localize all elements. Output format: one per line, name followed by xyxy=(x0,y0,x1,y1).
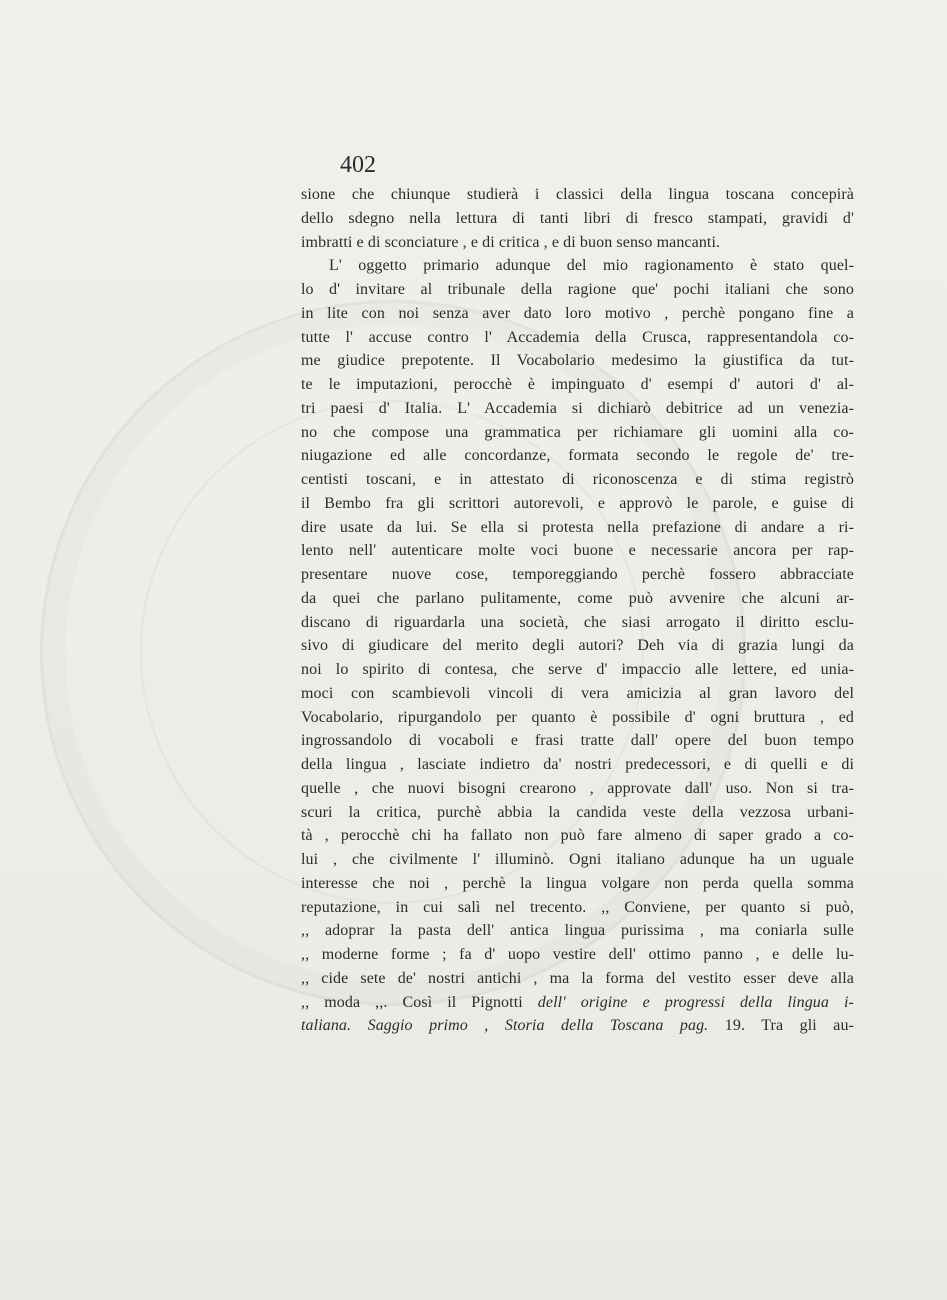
text-line: centisti toscani, e in attestato di riconoscenza e di stima registrò xyxy=(301,471,854,488)
text-line: lento nell' autenticare molte voci buone e necessarie ancora per rap- xyxy=(301,542,854,560)
text-line: tri paesi d' Italia. L' Accademia si dichiarò debitrice ad un venezia- xyxy=(301,399,854,417)
text-line: dello sdegno nella lettura di tanti libri di fresco stampati, gravidi d' xyxy=(301,209,854,227)
text-line: ,, moderne forme ; fa d' uopo vestire dell' ottimo panno , e delle lu- xyxy=(301,946,854,963)
text-line: interesse che noi , perchè la lingua volgare non perda quella somma xyxy=(301,874,854,892)
text-line: sivo di giudicare del merito degli autori? Deh via di grazia lungi da xyxy=(301,637,854,655)
text-line: discano di riguardarla una società, che siasi arrogato il diritto esclu- xyxy=(301,613,854,631)
text-line xyxy=(301,1014,854,1038)
text-line: della lingua , lasciate indietro da' nostri predecessori, e di quelli e di xyxy=(301,756,854,773)
text-line xyxy=(301,991,854,1015)
text-line: me giudice prepotente. Il Vocabolario medesimo la giustifica da tut- xyxy=(301,352,854,370)
text-line: Vocabolario, ripurgandolo per quanto è possibile d' ogni bruttura , ed xyxy=(301,708,854,726)
italic-title: dell' origine e progressi della lingua i- xyxy=(537,993,854,1011)
text-line: ,, cide sete de' nostri antichi , ma la forma del vestito esser deve alla xyxy=(301,969,854,987)
text-line: sione che chiunque studierà i classici della lingua toscana concepirà xyxy=(301,186,854,203)
text-line: da quei che parlano pulitamente, come può avvenire che alcuni ar- xyxy=(301,589,854,607)
body-text xyxy=(301,183,854,1038)
text-line: ,, adoprar la pasta dell' antica lingua purissima , ma coniarla sulle xyxy=(301,922,854,940)
page-number: 402 xyxy=(340,152,376,178)
text-line: il Bembo fra gli scrittori autorevoli, e approvò le parole, e guise di xyxy=(301,494,854,512)
text-line: tà , perocchè chi ha fallato non può fare almeno di saper grado a co- xyxy=(301,827,854,845)
text-line: presentare nuove cose, temporeggiando perchè fossero abbracciate xyxy=(301,566,854,583)
text-line: in lite con noi senza aver dato loro motivo , perchè pongano fine a xyxy=(301,304,854,322)
text-line: scuri la critica, purchè abbia la candida veste della vezzosa urbani- xyxy=(301,803,854,821)
text-line: moci con scambievoli vincoli di vera amicizia al gran lavoro del xyxy=(301,684,854,702)
text-line: niugazione ed alle concordanze, formata secondo le regole de' tre- xyxy=(301,447,854,465)
italic-title: taliana. Saggio primo , Storia della Toscana pag. xyxy=(301,1017,709,1035)
text-line: no che compose una grammatica per richiamare gli uomini alla co- xyxy=(301,423,854,441)
text-line: tutte l' accuse contro l' Accademia della Crusca, rappresentandola co- xyxy=(301,328,854,346)
text-run: ,, moda ,,. Così il Pignotti xyxy=(301,993,538,1011)
text-line: lo d' invitare al tribunale della ragione que' pochi italiani che sono xyxy=(301,281,854,298)
text-line: L' oggetto primario adunque del mio ragionamento è stato quel- xyxy=(329,257,854,275)
text-line: quelle , che nuovi bisogni crearono , approvate dall' uso. Non si tra- xyxy=(301,779,854,797)
text-line: noi lo spirito di contesa, che serve d' impaccio alle lettere, ed unia- xyxy=(301,661,854,678)
text-line: reputazione, in cui salì nel trecento. ,, Conviene, per quanto si può, xyxy=(301,898,854,916)
text-line: te le imputazioni, perocchè è impinguato d' esempi d' autori d' al- xyxy=(301,376,854,393)
text-line: lui , che civilmente l' illuminò. Ogni italiano adunque ha un uguale xyxy=(301,851,854,868)
text-line: dire usate da lui. Se ella si protesta nella prefazione di andare a ri- xyxy=(301,518,854,536)
text-run: 19. Tra gli au- xyxy=(708,1017,854,1035)
text-line: ingrossandolo di vocaboli e frasi tratte dall' opere del buon tempo xyxy=(301,732,854,750)
text-line: imbratti e di sconciature , e di critica , e di buon senso mancanti. xyxy=(301,233,721,251)
